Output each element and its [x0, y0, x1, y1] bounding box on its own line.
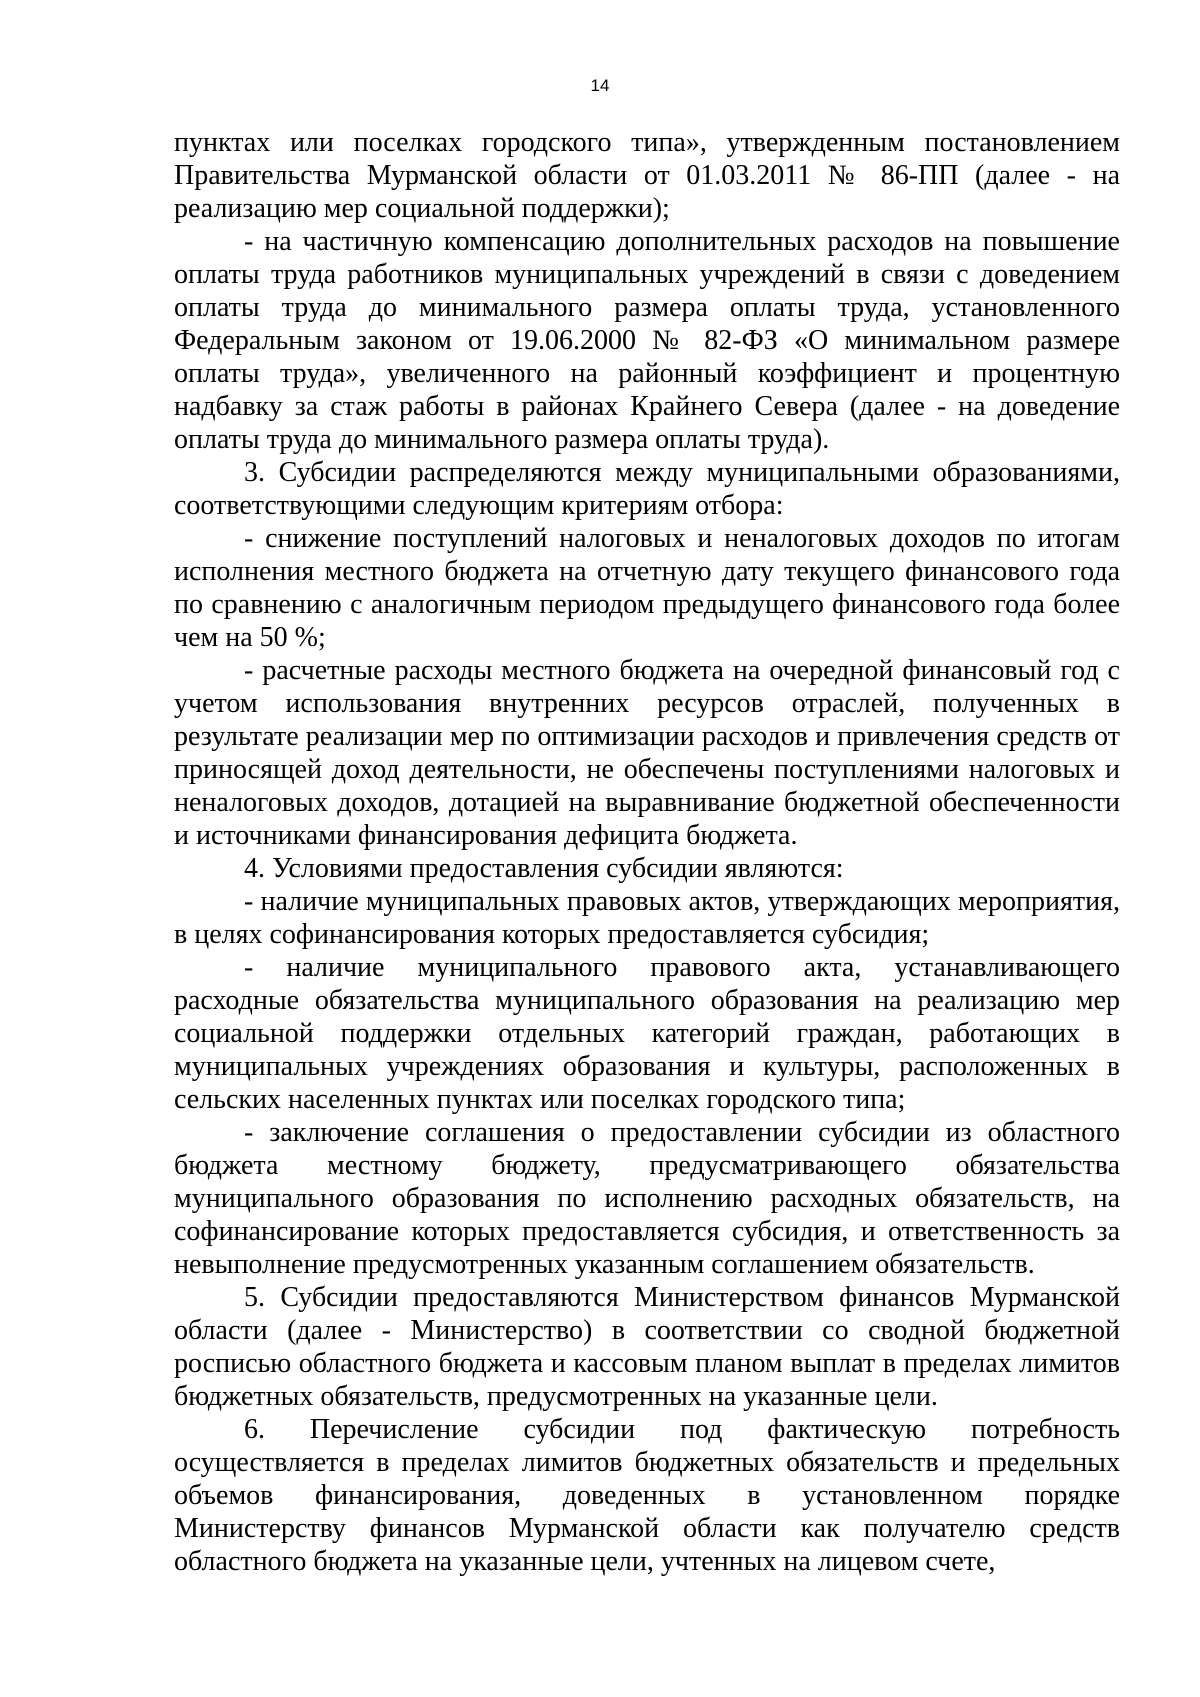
page-number: 14 — [590, 76, 610, 95]
paragraph: - расчетные расходы местного бюджета на очередной финансовый год с учетом использования внутренних ресурсов отраслей, полученных в результате реализации мер по оптимизации расходов и привлечения средств от приносящей доход деятельности, не обеспечены поступлениями налоговых и неналоговых доходов, дотацией на выравнивание бюджетной обеспеченности и источниками финансирования дефицита бюджета. — [174, 655, 1120, 851]
paragraph: - снижение поступлений налоговых и неналоговых доходов по итогам исполнения местного бюджета на отчетную дату текущего финансового года по сравнению с аналогичным периодом предыдущего финансового года более чем на 50 %; — [174, 523, 1120, 653]
paragraph: - на частичную компенсацию дополнительных расходов на повышение оплаты труда работников муниципальных учреждений в связи с доведением оплаты труда до минимального размера оплаты труда, установленного Федеральным законом от 19.06.2000 № 82-ФЗ «О минимальном размере оплаты труда», увеличенного на районный коэффициент и процентную надбавку за стаж работы в районах Крайнего Севера (далее - на доведение оплаты труда до минимального размера оплаты труда). — [174, 226, 1120, 455]
paragraph: 5. Субсидии предоставляются Министерством финансов Мурманской области (далее - Министерство) в соответствии со сводной бюджетной росписью областного бюджета и кассовым планом выплат в пределах лимитов бюджетных обязательств, предусмотренных на указанные цели. — [174, 1282, 1120, 1412]
paragraph: 6. Перечисление субсидии под фактическую потребность осуществляется в пределах лимитов бюджетных обязательств и предельных объемов финансирования, доведенных в установленном порядке Министерству финансов Мурманской области как получателю средств областного бюджета на указанные цели, учтенных на лицевом счете, — [174, 1414, 1120, 1577]
paragraph: - наличие муниципальных правовых актов, утверждающих мероприятия, в целях софинансирования которых предоставляется субсидия; — [174, 886, 1120, 950]
paragraph: 4. Условиями предоставления субсидии являются: — [244, 853, 844, 884]
paragraph: - заключение соглашения о предоставлении субсидии из областного бюджета местному бюджету, предусматривающего обязательства муниципального образования по исполнению расходных обязательств, на софинансирование которых предоставляется субсидия, и ответственность за невыполнение предусмотренных указанным соглашением обязательств. — [174, 1117, 1120, 1280]
document-body — [174, 126, 1120, 1578]
paragraph: 3. Субсидии распределяются между муниципальными образованиями, соответствующими следующим критериям отбора: — [174, 457, 1120, 521]
paragraph: пунктах или поселках городского типа», утвержденным постановлением Правительства Мурманской области от 01.03.2011 № 86-ПП (далее - на реализацию мер социальной поддержки); — [174, 127, 1120, 224]
paragraph: - наличие муниципального правового акта, устанавливающего расходные обязательства муниципального образования на реализацию мер социальной поддержки отдельных категорий граждан, работающих в муниципальных учреждениях образования и культуры, расположенных в сельских населенных пунктах или поселках городского типа; — [174, 952, 1120, 1115]
